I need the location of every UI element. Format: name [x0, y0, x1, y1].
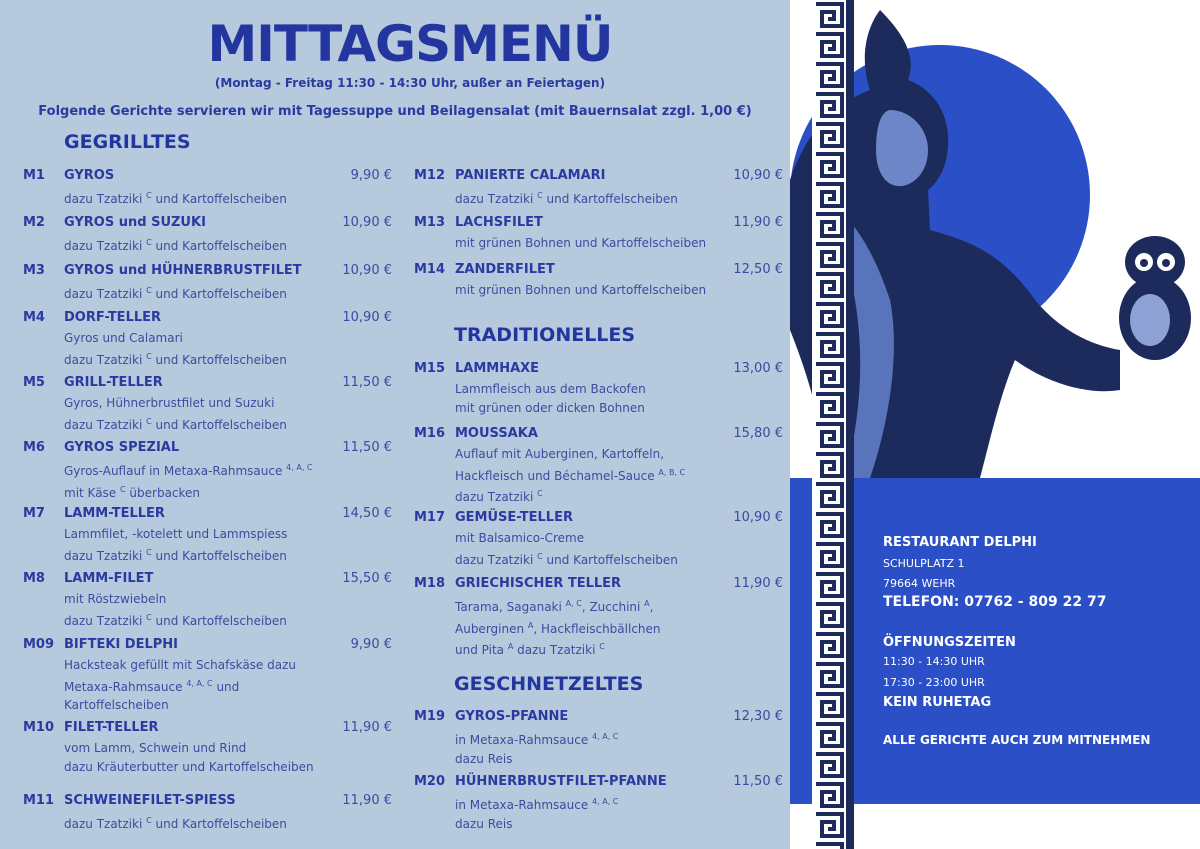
- item-name: MOUSSAKA: [455, 426, 538, 441]
- description-text: mit Röstzwiebeln: [64, 592, 167, 606]
- item-description: [64, 459, 313, 502]
- item-price: 15,80 €: [733, 426, 783, 441]
- description-line: [64, 609, 287, 631]
- description-line: [64, 544, 287, 566]
- item-price: 11,90 €: [342, 793, 392, 808]
- allergen-code: C: [146, 238, 152, 247]
- description-text: und Kartoffelscheiben: [542, 192, 678, 206]
- allergen-code: C: [146, 191, 152, 200]
- intro-text: Folgende Gerichte servieren wir mit Tagessuppe und Beilagensalat (mit Bauernsalat zzgl. 1,00 €): [38, 104, 752, 119]
- item-price: 11,50 €: [733, 774, 783, 789]
- description-text: dazu Tzatziki: [455, 490, 538, 504]
- owl-icon: [1119, 236, 1191, 360]
- item-description: [64, 329, 287, 369]
- item-description: [455, 380, 646, 417]
- description-text: und Kartoffelscheiben: [151, 239, 287, 253]
- rest-day-note: KEIN RUHETAG: [883, 695, 992, 710]
- description-text: Hackfleisch und Béchamel-Sauce: [455, 468, 659, 483]
- lunch-hours-note: (Montag - Freitag 11:30 - 14:30 Uhr, außer an Feiertagen): [214, 76, 606, 90]
- item-description: [455, 529, 678, 569]
- item-description: [64, 234, 287, 256]
- item-name: LAMM-FILET: [64, 571, 154, 586]
- description-text: Gyros-Auflauf in Metaxa-Rahmsauce: [64, 464, 287, 478]
- item-price: 10,90 €: [342, 263, 392, 278]
- description-text: und Kartoffelscheiben: [542, 552, 678, 567]
- description-text: dazu Tzatziki: [64, 192, 147, 206]
- description-text: Tarama, Saganaki: [455, 600, 566, 614]
- description-text: Gyros und Calamari: [64, 331, 183, 345]
- allergen-code: 4, A, C: [592, 797, 619, 806]
- item-name: HÜHNERBRUSTFILET-PFANNE: [455, 774, 667, 789]
- description-line: [455, 464, 685, 486]
- item-price: 11,90 €: [733, 576, 783, 591]
- description-text: in Metaxa-Rahmsauce: [455, 733, 593, 747]
- item-description: [64, 656, 296, 715]
- item-price: 13,00 €: [733, 361, 783, 376]
- allergen-code: C: [146, 816, 152, 825]
- item-price: 12,30 €: [733, 709, 783, 724]
- restaurant-name: RESTAURANT DELPHI: [883, 535, 1037, 550]
- allergen-code: 4, A, C: [592, 732, 619, 741]
- restaurant-phone: TELEFON: 07762 - 809 22 77: [883, 594, 1107, 610]
- description-text: , Zucchini: [581, 600, 645, 614]
- section-heading-traditional: TRADITIONELLES: [454, 324, 636, 346]
- description-text: dazu Tzatziki: [64, 287, 147, 301]
- description-text: dazu Reis: [455, 751, 513, 766]
- description-text: und Pita: [455, 643, 508, 657]
- item-price: 14,50 €: [342, 506, 392, 521]
- item-name: DORF-TELLER: [64, 310, 162, 325]
- item-description: [455, 234, 706, 253]
- description-line: [64, 739, 314, 758]
- description-text: und Kartoffelscheiben: [151, 192, 287, 206]
- allergen-code: A, C: [565, 599, 582, 608]
- item-name: FILET-TELLER: [64, 720, 159, 735]
- item-description: [64, 282, 287, 304]
- description-text: dazu Tzatziki: [455, 192, 538, 206]
- description-text: dazu Tzatziki: [64, 613, 147, 628]
- item-name: PANIERTE CALAMARI: [455, 168, 606, 183]
- description-text: Gyros, Hühnerbrustfilet und Suzuki: [64, 396, 275, 410]
- item-name: GYROS-PFANNE: [455, 709, 569, 724]
- allergen-code: C: [146, 547, 152, 557]
- allergen-code: A: [527, 620, 534, 630]
- item-number: M10: [23, 720, 55, 735]
- allergen-code: 4, A, C: [286, 463, 313, 472]
- item-description: [64, 739, 314, 776]
- description-line: [455, 485, 685, 507]
- item-name: ZANDERFILET: [455, 262, 555, 277]
- item-description: [64, 812, 287, 834]
- description-line: [455, 793, 618, 815]
- item-price: 11,50 €: [342, 440, 392, 455]
- description-text: und Kartoffelscheiben: [151, 352, 287, 367]
- item-number: M19: [414, 709, 446, 724]
- description-text: mit Balsamico-Creme: [455, 531, 585, 545]
- item-number: M1: [23, 168, 45, 183]
- description-text: dazu Kräuterbutter und Kartoffelscheiben: [64, 759, 314, 774]
- item-description: [64, 590, 287, 630]
- description-line: [455, 399, 646, 418]
- description-line: [455, 529, 678, 548]
- description-line: [64, 413, 287, 435]
- item-description: [455, 728, 618, 768]
- description-line: [455, 638, 661, 660]
- item-number: M4: [23, 310, 45, 325]
- allergen-code: A: [507, 642, 514, 651]
- item-description: [455, 595, 661, 660]
- description-line: [64, 696, 296, 715]
- description-text: ,: [649, 600, 654, 614]
- description-text: und Kartoffelscheiben: [151, 548, 287, 563]
- section-heading-grilled: GEGRILLTES: [64, 131, 191, 153]
- restaurant-street: SCHULPLATZ 1: [883, 557, 965, 570]
- description-text: dazu Tzatziki: [64, 817, 147, 831]
- allergen-code: C: [599, 642, 605, 651]
- description-text: Metaxa-Rahmsauce: [64, 679, 187, 694]
- item-price: 10,90 €: [733, 510, 783, 525]
- description-line: [64, 394, 287, 413]
- item-name: BIFTEKI DELPHI: [64, 637, 179, 652]
- item-name: LACHSFILET: [455, 215, 543, 230]
- description-text: überbacken: [125, 485, 201, 500]
- description-line: [64, 282, 287, 304]
- item-number: M14: [414, 262, 446, 277]
- opening-hours-evening: 17:30 - 23:00 UHR: [883, 676, 985, 689]
- item-number: M13: [414, 215, 446, 230]
- description-line: [455, 815, 618, 834]
- description-text: dazu Tzatziki: [64, 239, 147, 253]
- item-number: M5: [23, 375, 45, 390]
- item-name: LAMM-TELLER: [64, 506, 165, 521]
- description-line: [64, 812, 287, 834]
- item-number: M09: [23, 637, 55, 652]
- item-price: 10,90 €: [733, 168, 783, 183]
- description-line: [455, 234, 706, 253]
- description-text: dazu Tzatziki: [64, 352, 147, 367]
- allergen-code: A: [644, 599, 650, 608]
- item-description: [455, 793, 618, 833]
- allergen-code: C: [146, 286, 152, 295]
- item-price: 9,90 €: [350, 168, 392, 183]
- athena-illustration: [790, 0, 1200, 849]
- description-line: [64, 348, 287, 370]
- item-number: M15: [414, 361, 446, 376]
- description-text: und Kartoffelscheiben: [151, 287, 287, 301]
- item-name: GYROS: [64, 168, 115, 183]
- item-price: 11,90 €: [733, 215, 783, 230]
- item-price: 15,50 €: [342, 571, 392, 586]
- item-name: GEMÜSE-TELLER: [455, 510, 573, 525]
- restaurant-info-panel: [790, 0, 1200, 849]
- opening-hours-title: ÖFFNUNGSZEITEN: [883, 635, 1016, 650]
- item-name: GRIECHISCHER TELLER: [455, 576, 622, 591]
- allergen-code: C: [146, 351, 152, 361]
- description-line: [455, 595, 661, 617]
- item-number: M16: [414, 426, 446, 441]
- item-number: M6: [23, 440, 45, 455]
- description-line: [64, 187, 287, 209]
- description-text: und Kartoffelscheiben: [151, 817, 287, 831]
- description-line: [455, 728, 618, 750]
- allergen-code: A, B, C: [658, 467, 686, 477]
- description-text: Hacksteak gefüllt mit Schafskäse dazu: [64, 658, 297, 672]
- allergen-code: 4, A, C: [186, 678, 213, 688]
- allergen-code: C: [146, 416, 152, 426]
- description-text: dazu Tzatziki: [64, 417, 147, 432]
- allergen-code: C: [537, 489, 543, 498]
- item-name: GYROS und HÜHNERBRUSTFILET: [64, 263, 302, 278]
- description-line: [455, 187, 678, 209]
- item-description: [64, 394, 287, 434]
- description-line: [455, 380, 646, 399]
- item-name: SCHWEINEFILET-SPIESS: [64, 793, 236, 808]
- description-text: mit grünen Bohnen und Kartoffelscheiben: [455, 283, 707, 297]
- description-text: Lammfilet, -kotelett und Lammspiess: [64, 527, 288, 541]
- description-text: Kartoffelscheiben: [64, 698, 169, 712]
- description-text: mit grünen oder dicken Bohnen: [455, 400, 645, 415]
- description-line: [64, 525, 287, 544]
- item-price: 12,50 €: [733, 262, 783, 277]
- description-text: dazu Tzatziki: [64, 548, 147, 563]
- description-text: dazu Reis: [455, 816, 513, 831]
- item-number: M8: [23, 571, 45, 586]
- description-text: und Kartoffelscheiben: [151, 417, 287, 432]
- item-description: [455, 445, 685, 507]
- description-line: [455, 548, 678, 570]
- item-name: LAMMHAXE: [455, 361, 540, 376]
- description-text: dazu Tzatziki: [513, 643, 600, 657]
- item-price: 10,90 €: [342, 310, 392, 325]
- description-line: [455, 750, 618, 769]
- description-line: [64, 234, 287, 256]
- description-line: [64, 675, 296, 697]
- item-price: 9,90 €: [350, 637, 392, 652]
- item-number: M12: [414, 168, 446, 183]
- section-heading-sliced: GESCHNETZELTES: [454, 673, 644, 695]
- item-number: M2: [23, 215, 45, 230]
- description-text: mit Käse: [64, 485, 121, 500]
- description-text: vom Lamm, Schwein und Rind: [64, 741, 247, 755]
- item-number: M11: [23, 793, 55, 808]
- allergen-code: C: [537, 191, 543, 200]
- item-description: [455, 187, 678, 209]
- description-text: Auberginen: [455, 621, 528, 636]
- takeaway-note: ALLE GERICHTE AUCH ZUM MITNEHMEN: [883, 733, 1151, 747]
- restaurant-city: 79664 WEHR: [883, 577, 956, 590]
- description-text: und Kartoffelscheiben: [151, 613, 287, 628]
- description-text: , Hackfleischbällchen: [533, 621, 661, 636]
- opening-hours-lunch: 11:30 - 14:30 UHR: [883, 655, 985, 668]
- item-price: 10,90 €: [342, 215, 392, 230]
- item-description: [455, 281, 706, 300]
- item-number: M17: [414, 510, 446, 525]
- description-text: Auflauf mit Auberginen, Kartoffeln,: [455, 447, 665, 461]
- description-line: [64, 758, 314, 777]
- description-line: [64, 481, 313, 503]
- description-line: [455, 281, 706, 300]
- description-text: mit grünen Bohnen und Kartoffelscheiben: [455, 236, 707, 250]
- item-description: [64, 187, 287, 209]
- description-line: [64, 329, 287, 348]
- description-text: und: [212, 679, 240, 694]
- item-name: GYROS und SUZUKI: [64, 215, 206, 230]
- item-description: [64, 525, 287, 565]
- item-number: M18: [414, 576, 446, 591]
- item-number: M3: [23, 263, 45, 278]
- allergen-code: C: [537, 551, 543, 561]
- description-text: in Metaxa-Rahmsauce: [455, 798, 593, 812]
- description-line: [64, 656, 296, 675]
- item-name: GRILL-TELLER: [64, 375, 163, 390]
- description-line: [455, 445, 685, 464]
- item-number: M7: [23, 506, 45, 521]
- description-line: [64, 590, 287, 609]
- description-line: [455, 617, 661, 639]
- description-text: Lammfleisch aus dem Backofen: [455, 382, 646, 396]
- description-line: [64, 459, 313, 481]
- item-number: M20: [414, 774, 446, 789]
- item-name: GYROS SPEZIAL: [64, 440, 180, 455]
- allergen-code: C: [146, 612, 152, 622]
- description-text: dazu Tzatziki: [455, 552, 538, 567]
- allergen-code: C: [120, 484, 126, 494]
- menu-title: MITTAGSMENÜ: [207, 15, 613, 73]
- item-price: 11,50 €: [342, 375, 392, 390]
- item-price: 11,90 €: [342, 720, 392, 735]
